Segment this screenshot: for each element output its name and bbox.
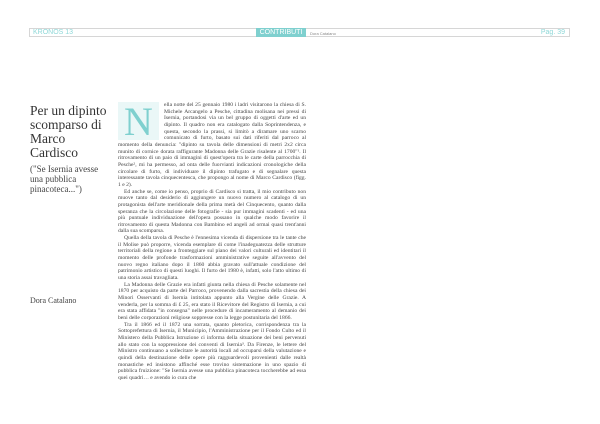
section-label: CONTRIBUTI	[256, 28, 306, 37]
title-block	[30, 104, 112, 194]
page-number: Pag. 39	[540, 29, 565, 36]
article-title: Per un dipinto scomparso di Marco Cardisco	[30, 103, 107, 160]
running-header	[29, 28, 570, 37]
paragraph: Quella della tavola di Pesche è l'ennesima vicenda di dispersione tra le tante che il Molise può proporre, vicenda esemplare di come l'inadeguatezza delle strutture territoriali della regione a fronteggiare sul piano dei valori culturali ed identitari il momento delle profonde trasformazioni amministrative seguite all'avvento del nuovo regno italiano dopo il 1860 abbia gravato sull'attuale condizione del patrimonio artistico di questi luoghi. Il furto del 1980 è, infatti, solo l'atto ultimo di una storia assai travagliata.	[118, 235, 306, 282]
article-subtitle: ("Se Isernia avesse una pubblica pinacoteca...")	[30, 164, 99, 194]
paragraph: ella notte del 25 gennaio 1980 i ladri visitarono la chiesa di S. Michele Arcangelo a Pesche, cittadina molisana nei pressi di Isernia, portandosi via un bel gruppo di oggetti d'arte ed un dipinto. Il quadro non era catalogato dalla Soprintendenza, e questa, secondo la prassi, si limitò a diramare uno scarno comunicato di furto, basato sui dati riferiti dal parroco al momento della denuncia: "dipinto su tavola delle dimensioni di metri 2x2 circa munito di cornice dorata raffigurante Madonna delle Grazie risalente al 1700"¹. Il ritrovamento di un paio di immagini di quest'opera tra le carte della parrocchia di Pesche², mi ha permesso, ad onta delle fuorvianti indicazioni cronologiche della circolare di furto, di individuare il dipinto trafugato e di segnalare questa interessante tavola cinquecentesca, che propongo al nome di Marco Cardisco (figg. 1 e 2).	[118, 102, 306, 188]
article-author: Dora Catalano	[30, 296, 77, 305]
header-author: Dora Catalano	[310, 31, 336, 36]
drop-cap: N	[118, 102, 159, 140]
paragraph: Ed anche se, come io penso, proprio di Cardisco si tratta, il mio contributo non muove tanto dal desiderio di aggiungere un nuovo numero al catalogo di un protagonista dell'arte meridionale della prima metà del Cinquecento, quanto dalla speranza che la circolazione delle fotografie - sia pur immagini scadenti - ed una più puntuale individuazione dell'opera possano in qualche modo favorire il ritrovamento di questa Madonna con Bambino ed angeli ad ormai quasi trent'anni dalla sua scomparsa.	[118, 188, 306, 235]
magazine-name: KRONOS 13	[33, 29, 74, 36]
paragraph: La Madonna delle Grazie era infatti giunta nella chiesa di Pesche solamente nel 1870 per acquisto da parte del Parroco, provenendo dalla sacrestia della chiesa dei Minori Osservanti di Isernia intitolata appunto alla Vergine delle Grazie. A venderla, per la somma di £ 25, era stato il Ricevitore del Registro di Isernia, a cui era stata affidata "in consegna" nelle procedure di incameramento al demanio dei beni delle corporazioni religiose soppresse con la legge postunitaria del 1866.	[118, 281, 306, 321]
paragraph: Tra il 1866 ed il 1872 una sorrata, quanto pletorica, corrispondenza tra la Sottoprefettura di Isernia, il Municipio, l'Amministrazione per il Fondo Culto ed il Ministero della Pubblica Istruzione ci informa della situazione dei beni pervenuti allo stato con la soppressione dei conventi di Isernia³. Da Firenze, le lettere del Ministro continuano a sollecitare le autorità locali ad occuparsi della valutazione e quindi della destinazione delle opere più ragguardevoli provenienti dalle realtà monastiche ed insistono affinché esse trovino sistemazione in uno spazio di pubblica fruizione: "Se Isernia avesse una pubblica pinacoteca toccherebbe ad essa quei quadri… e avendo io cura che	[118, 321, 306, 381]
article-body	[118, 99, 306, 382]
